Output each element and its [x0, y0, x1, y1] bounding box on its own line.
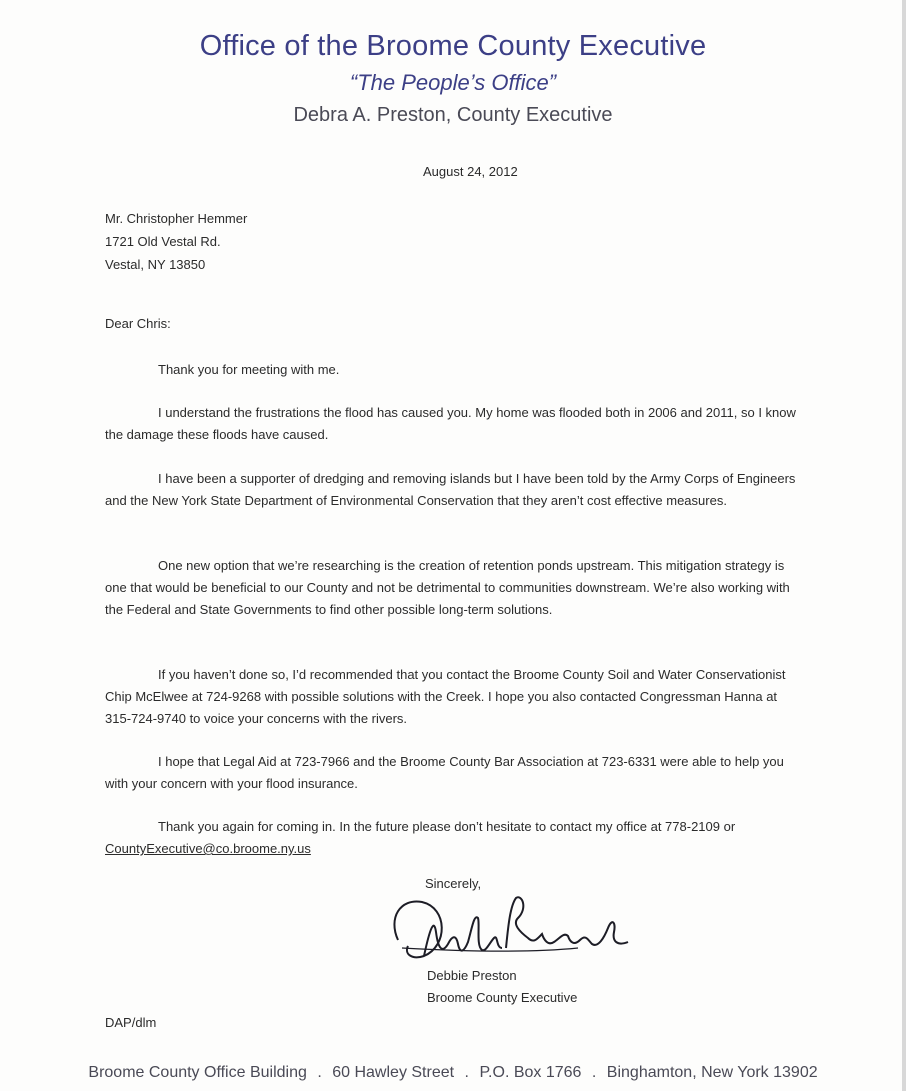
footer-street: 60 Hawley Street [332, 1064, 455, 1081]
footer-address [0, 1064, 906, 1082]
salutation: Dear Chris: [105, 316, 171, 331]
signature-image [378, 888, 658, 968]
letterhead-executive: Debra A. Preston, County Executive [293, 104, 613, 126]
paragraph-1: Thank you for meeting with me. [158, 362, 340, 377]
paragraph-3: I have been a supporter of dredging and removing islands but I have been told by the Army Corps of Engineers and the New York State Department of Environmental Conservation that they aren’t cost effective measures. [105, 471, 796, 508]
footer-separator: . [591, 1064, 597, 1081]
signer-title: Broome County Executive [427, 990, 578, 1005]
email-link[interactable]: CountyExecutive@co.broome.ny.us [105, 841, 311, 856]
recipient-city: Vestal, NY 13850 [105, 257, 206, 272]
final-paragraph-text: Thank you again for coming in. In the future please don’t hesitate to contact my office at 778-2109 or [158, 819, 736, 834]
footer-po-box: P.O. Box 1766 [479, 1064, 582, 1081]
recipient-address [105, 207, 247, 276]
recipient-name: Mr. Christopher Hemmer [105, 211, 248, 226]
letter-date: August 24, 2012 [423, 164, 518, 179]
paragraph-7 [105, 816, 805, 860]
paragraph-5: If you haven’t done so, I’d recommended that you contact the Broome County Soil and Water Conservationist Chip McElwee at 724-9268 with possible solutions with the Creek. I hope you also contacted Congressman Hanna at 315-724-9740 to voice your concerns with the rivers. [105, 667, 786, 726]
letterhead-motto: “The People’s Office” [349, 70, 557, 95]
recipient-street: 1721 Old Vestal Rd. [105, 234, 221, 249]
footer-separator: . [464, 1064, 469, 1081]
page-edge [902, 0, 906, 1091]
footer-building: Broome County Office Building [88, 1064, 307, 1081]
closing: Sincerely, [425, 876, 482, 891]
paragraph-4: One new option that we’re researching is the creation of retention ponds upstream. This mitigation strategy is one that would be beneficial to our County and not be detrimental to communities downstream. We’re also working with the Federal and State Governments to find other possible long-term solutions. [105, 558, 790, 617]
paragraph-2: I understand the frustrations the flood has caused you. My home was flooded both in 2006 and 2011, so I know the damage these floods have caused. [105, 405, 796, 442]
footer-city: Binghamton, New York 13902 [606, 1064, 818, 1081]
signer-name: Debbie Preston [427, 968, 517, 983]
footer-separator: . [317, 1064, 322, 1081]
letterhead-title: Office of the Broome County Executive [199, 30, 707, 62]
typist-initials: DAP/dlm [105, 1015, 157, 1030]
paragraph-6: I hope that Legal Aid at 723-7966 and the Broome County Bar Association at 723-6331 were able to help you with your concern with your flood insurance. [105, 754, 784, 791]
